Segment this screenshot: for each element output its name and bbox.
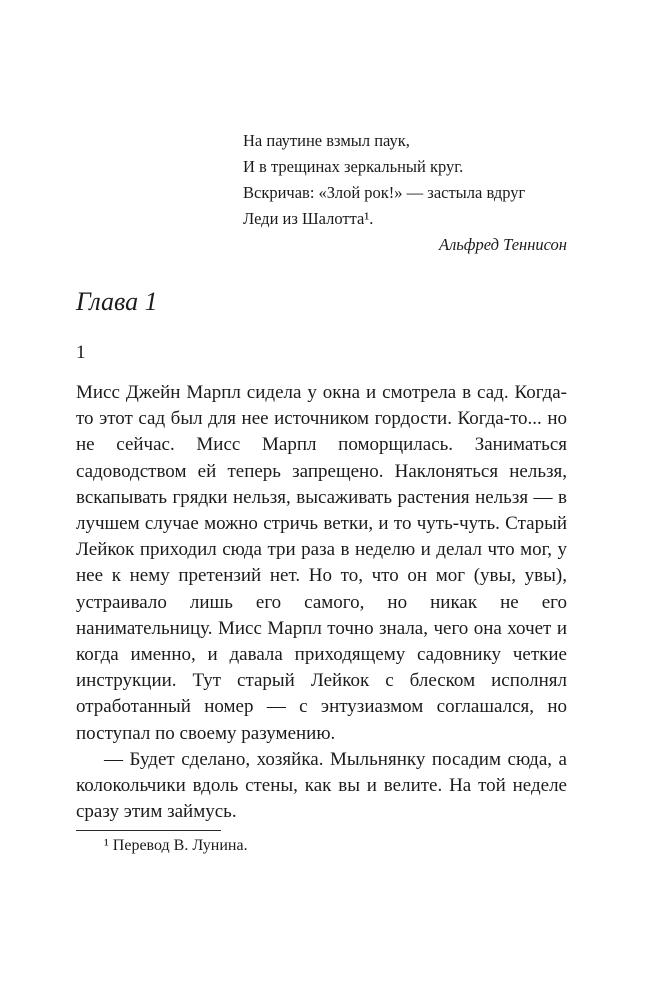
epigraph-line: И в трещинах зеркальный круг. [243,157,464,176]
section-number: 1 [76,342,86,363]
epigraph-line: Вскричав: «Злой рок!» — застыла вдруг [243,183,526,202]
body-text [76,380,567,825]
footnote-divider [76,830,221,831]
footnote-text: ¹ Перевод В. Лунина. [104,837,248,855]
paragraph: Мисс Джейн Марпл сидела у окна и смотрела в сад. Когда-то этот сад был для нее источником гордости. Когда-то... но не сейчас. Мисс Марпл поморщилась. Заниматься садоводством ей теперь запрещено. Наклоняться нельзя, вскапывать грядки нельзя, высаживать растения нельзя — в лучшем случае можно стричь ветки, и то чуть-чуть. Старый Лейкок приходил сюда три раза в неделю и делал что мог, у нее к нему претензий нет. Но то, что он мог (увы, увы), устраивало лишь его самого, но никак не его нанимательницу. Мисс Марпл точно знала, чего она хочет и когда именно, и давала приходящему садовнику четкие инструкции. Тут старый Лейкок с блеском исполнял отработанный номер — с энтузиазмом соглашался, но поступал по своему разумению. [76,382,567,744]
epigraph-line: На паутине взмыл паук, [243,131,410,150]
epigraph-author: Альфред Теннисон [438,235,567,254]
chapter-title: Глава 1 [76,287,158,316]
epigraph-poem [243,128,567,232]
page-content [76,128,567,858]
epigraph [76,128,567,258]
footnote [76,830,567,858]
epigraph-line: Леди из Шалотта¹. [243,209,374,228]
paragraph: — Будет сделано, хозяйка. Мыльнянку посадим сюда, а колокольчики вдоль стены, как вы и велите. На той неделе сразу этим займусь. [76,748,567,823]
